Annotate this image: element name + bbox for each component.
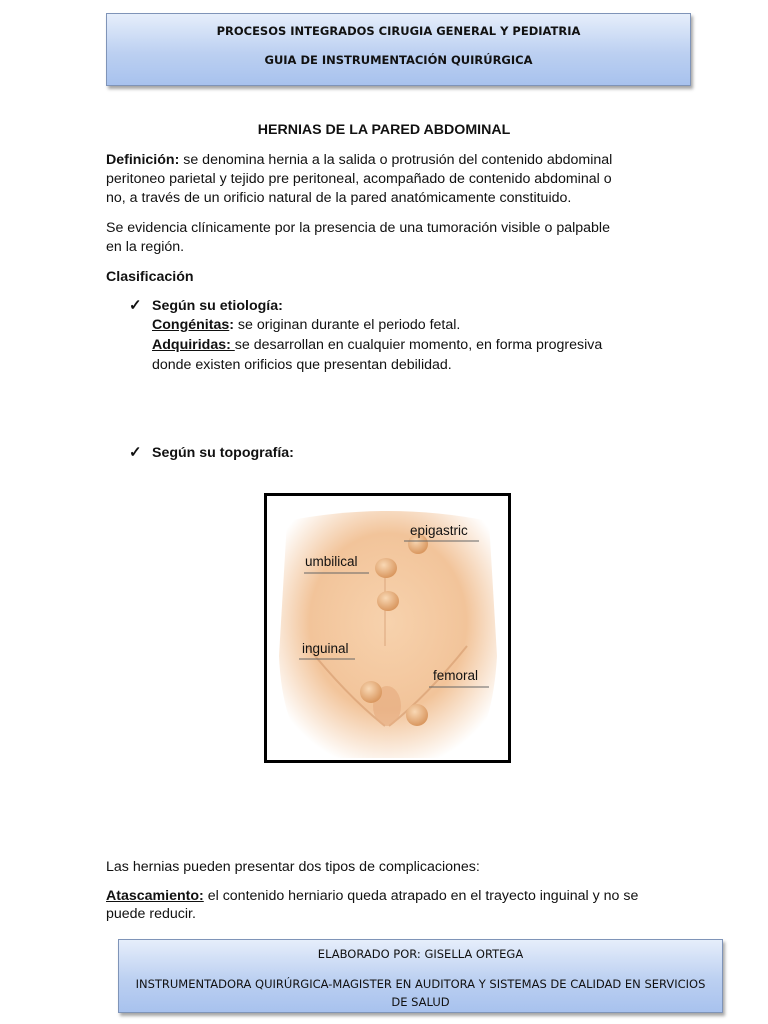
abdomen-illustration [267, 496, 508, 760]
atascamiento-line-2: puede reducir. [106, 906, 196, 922]
atascamiento-label: Atascamiento: [106, 888, 204, 904]
congenitas-line [152, 316, 460, 335]
congenitas-colon: : [229, 317, 234, 333]
label-femoral: femoral [433, 668, 479, 683]
definition-line-2: peritoneo parietal y tejido pre peritoneal, acompañado de contenido abdominal o [106, 171, 612, 187]
evidence-line-2: en la región. [106, 239, 185, 255]
header-line-2: GUIA DE INSTRUMENTACIÓN QUIRÚRGICA [264, 53, 533, 67]
adquiridas-label: Adquiridas: [152, 337, 235, 353]
definition-label: Definición: [106, 152, 180, 168]
atascamiento-line [106, 887, 638, 906]
adquiridas-line-2: donde existen orificios que presentan debilidad. [152, 357, 452, 373]
classification-heading: Clasificación [106, 269, 194, 285]
footer-line-2: INSTRUMENTADORA QUIRÚRGICA-MAGISTER EN AUDITORA Y SISTEMAS DE CALIDAD EN SERVICIOS DE SALUD [135, 977, 706, 1009]
congenitas-label: Congénitas [152, 317, 230, 333]
check-icon: ✓ [129, 297, 142, 314]
atascamiento-text: el contenido herniario queda atrapado en el trayecto inguinal y no se [203, 888, 639, 904]
check-icon: ✓ [129, 444, 142, 461]
header-banner [106, 13, 691, 86]
topography-heading: Según su topografía: [152, 445, 294, 461]
footer-banner [118, 939, 723, 1013]
definition-line-1 [106, 151, 612, 170]
adquiridas-text: se desarrollan en cualquier momento, en forma progresiva [234, 337, 603, 353]
etiology-heading: Según su etiología: [152, 298, 283, 314]
label-inguinal: inguinal [302, 641, 349, 656]
adquiridas-line [152, 336, 602, 355]
complications-intro: Las hernias pueden presentar dos tipos de complicaciones: [106, 859, 480, 875]
definition-line-3: no, a través de un orificio natural de la pared anatómicamente constituido. [106, 190, 572, 206]
header-line-1: PROCESOS INTEGRADOS CIRUGIA GENERAL Y PEDIATRIA [216, 24, 581, 38]
definition-text-1: se denomina hernia a la salida o protrusión del contenido abdominal [179, 152, 613, 168]
label-epigastric: epigastric [410, 523, 468, 538]
hernia-locations-figure [264, 493, 511, 763]
page-title: HERNIAS DE LA PARED ABDOMINAL [257, 122, 511, 138]
footer-line-1: ELABORADO POR: GISELLA ORTEGA [317, 947, 524, 961]
label-umbilical: umbilical [305, 554, 358, 569]
congenitas-text: se originan durante el periodo fetal. [233, 317, 461, 333]
evidence-line-1: Se evidencia clínicamente por la presencia de una tumoración visible o palpable [106, 220, 610, 236]
